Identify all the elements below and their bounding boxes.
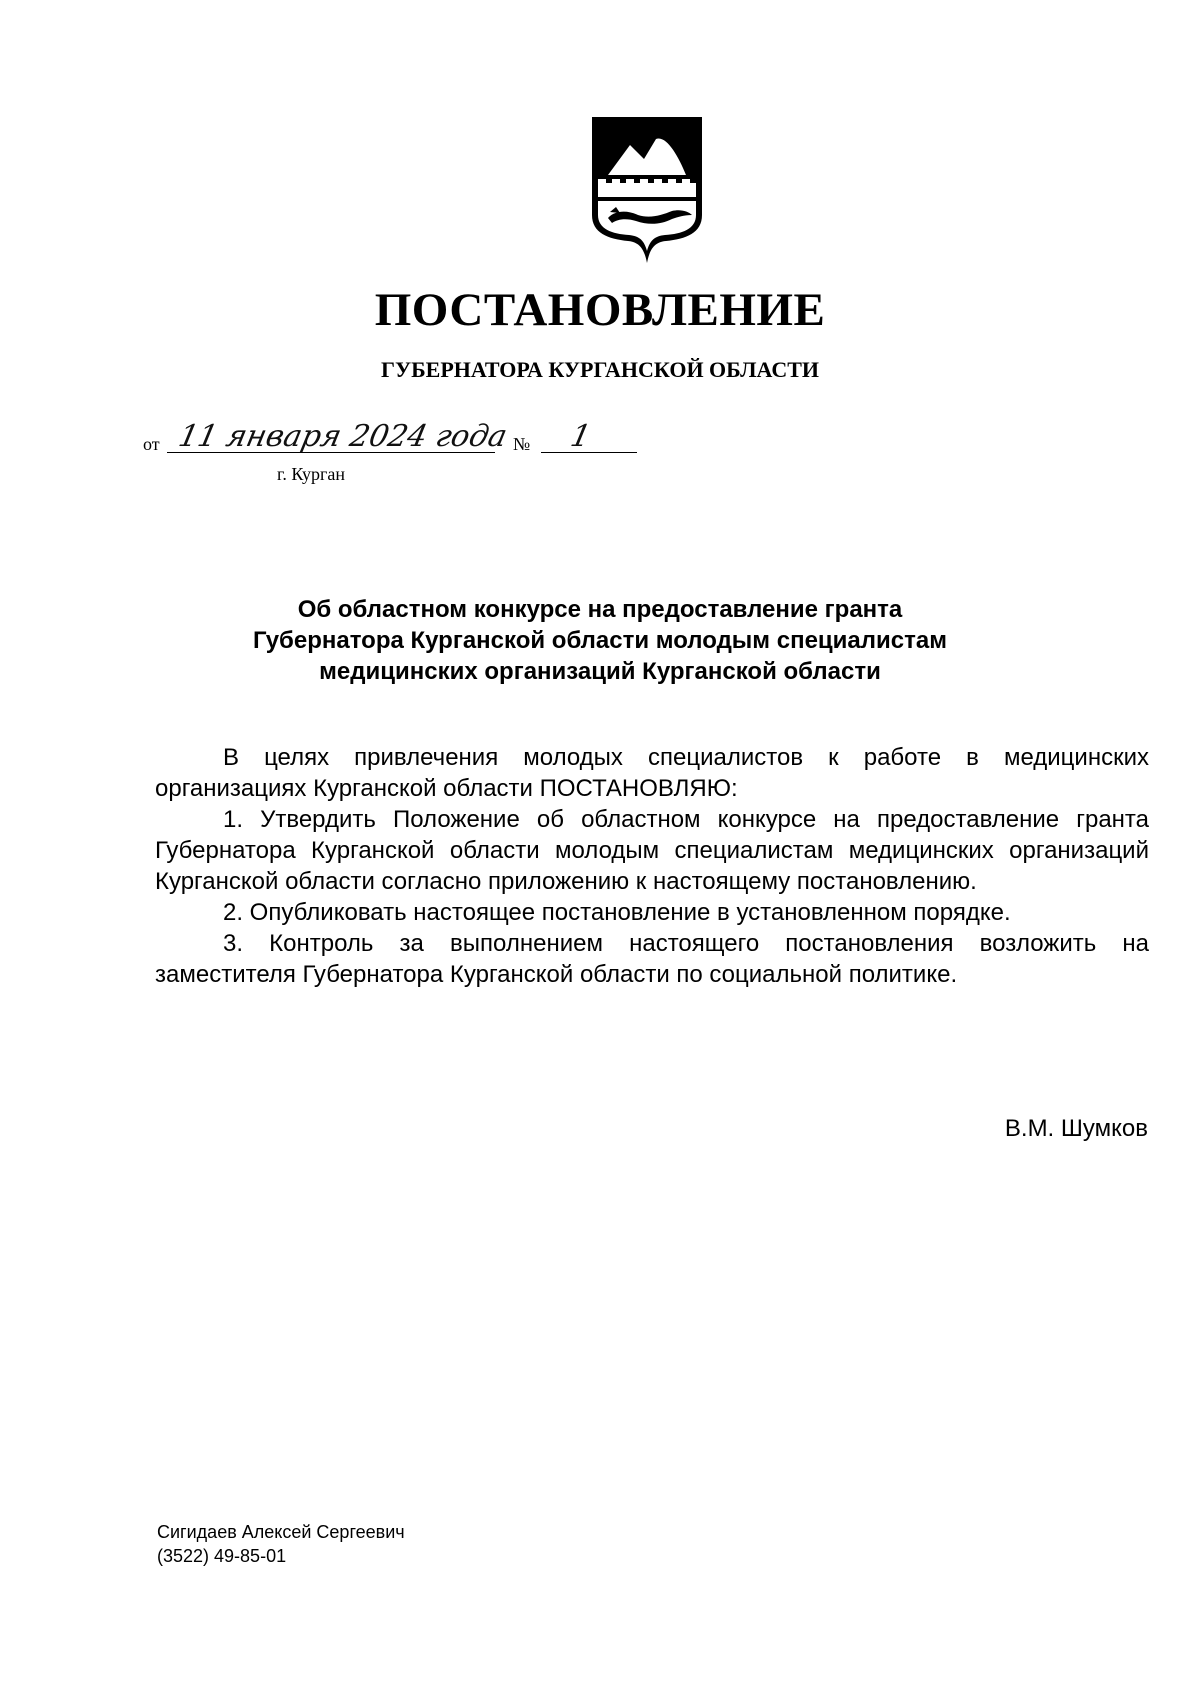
executor-phone: (3522) 49-85-01	[157, 1546, 287, 1566]
executor-name: Сигидаев Алексей Сергеевич	[157, 1522, 405, 1542]
city-label: г. Курган	[277, 464, 346, 484]
number-underline	[541, 452, 637, 453]
subject-line: Губернатора Курганской области молодым специалистам	[253, 627, 947, 654]
document-type-title: ПОСТАНОВЛЕНИЕ	[374, 284, 826, 336]
body-paragraph: 1. Утвердить Положение об областном конкурсе на предоставление гранта Губернатора Курганской области молодым специалистам медицинских организаций Курганской области согласно приложению к настоящему постановлению.	[155, 806, 1149, 895]
document-body	[155, 742, 1149, 990]
body-paragraph: В целях привлечения молодых специалистов к работе в медицинских организациях Курганской области ПОСТАНОВЛЯЮ:	[155, 744, 1149, 802]
executor-block	[157, 1520, 405, 1568]
body-paragraph: 3. Контроль за выполнением настоящего постановления возложить на заместителя Губернатора Курганской области по социальной политике.	[155, 930, 1149, 988]
date-handwritten: 11 января 2024 года	[175, 419, 511, 454]
number-label: №	[513, 434, 531, 454]
body-paragraph: 2. Опубликовать настоящее постановление в установленном порядке.	[223, 899, 1011, 926]
date-number-line	[143, 419, 643, 510]
date-from-label: от	[143, 434, 160, 454]
issuer-title: ГУБЕРНАТОРА КУРГАНСКОЙ ОБЛАСТИ	[380, 357, 820, 382]
signatory-name: В.М. Шумков	[1004, 1115, 1148, 1142]
document-subject	[200, 594, 1000, 687]
number-handwritten: 1	[567, 419, 594, 454]
subject-line: Об областном конкурсе на предоставление гранта	[297, 596, 903, 623]
coat-of-arms-icon	[586, 115, 708, 265]
subject-line: медицинских организаций Курганской области	[319, 658, 881, 685]
